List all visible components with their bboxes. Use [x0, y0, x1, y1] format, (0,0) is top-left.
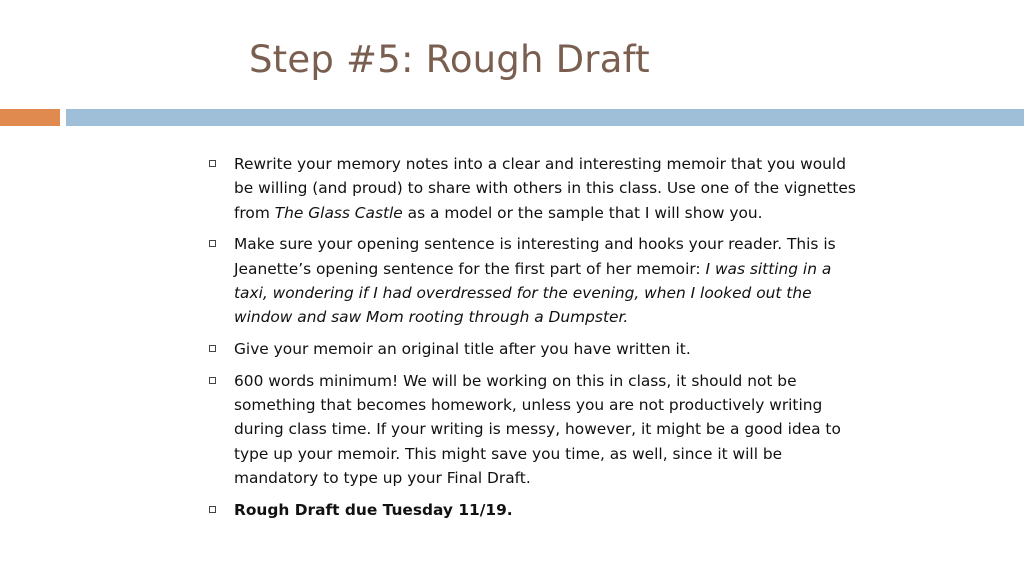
bullet-text: as a model or the sample that I will show you.: [402, 203, 763, 222]
square-bullet-icon: [209, 345, 216, 352]
bullet-text: 600 words minimum! We will be working on this in class, it should not be something that becomes homework, unless you are not productively writing during class time. If your writing is messy, however, it might be a good idea to type up your memoir. This might save you time, as well, since it will be mandatory to type up your Final Draft.: [234, 371, 841, 488]
bullet-item: [209, 232, 859, 329]
bullet-item: [209, 369, 859, 490]
bullet-list: [209, 152, 859, 530]
bullet-item: [209, 152, 859, 225]
opening-sentence-quote: I was sitting in a taxi, wondering if I had overdressed for the evening, when I looked out the window and saw Mom rooting through a Dumpster.: [234, 259, 832, 327]
square-bullet-icon: [209, 506, 216, 513]
square-bullet-icon: [209, 160, 216, 167]
bullet-item: [209, 498, 859, 522]
due-date-text: Rough Draft due Tuesday 11/19.: [234, 500, 513, 519]
bullet-text: Make sure your opening sentence is interesting and hooks your reader. This is Jeanette’s opening sentence for the first part of her memoir:: [234, 235, 836, 278]
bullet-item: [209, 337, 859, 361]
bullet-text: Give your memoir an original title after you have written it.: [234, 340, 691, 359]
square-bullet-icon: [209, 240, 216, 247]
title-main-band: [66, 109, 1024, 126]
square-bullet-icon: [209, 377, 216, 384]
book-title: The Glass Castle: [274, 203, 403, 222]
title-accent-band: [0, 109, 60, 126]
bullet-text: Rewrite your memory notes into a clear and interesting memoir that you would be willing (and proud) to share with others in this class. Use one of the vignettes from: [234, 155, 856, 222]
slide-title: Step #5: Rough Draft: [249, 38, 650, 81]
